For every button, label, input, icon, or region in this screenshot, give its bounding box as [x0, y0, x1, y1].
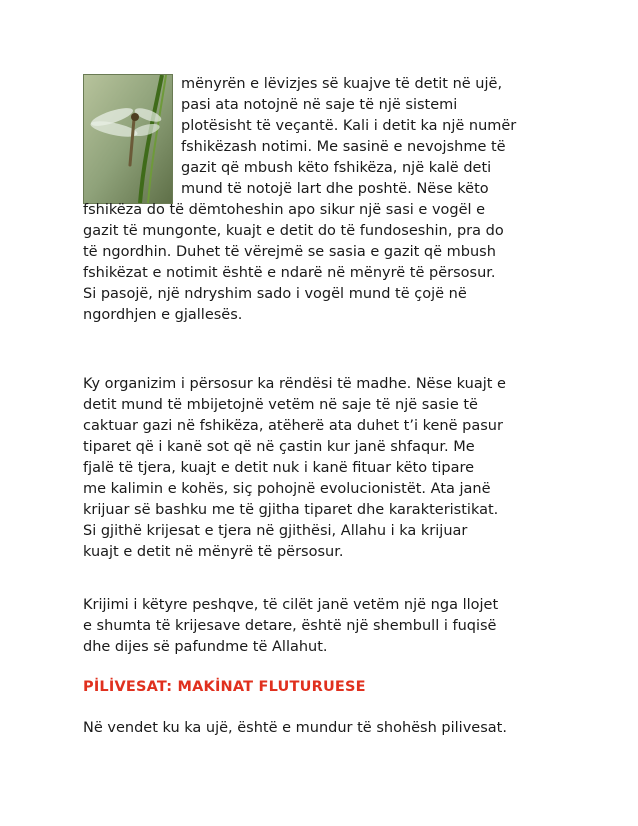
text-line: tiparet që i kanë sot që në çastin kur janë shfaqur. Me: [83, 439, 475, 455]
text-line: gazit të mungonte, kuajt e detit do të fundoseshin, pra do: [83, 223, 504, 239]
text-line: fshikëzash notimi. Me sasinë e nevojshme të: [181, 139, 506, 155]
text-line: Krijimi i këtyre peshqve, të cilët janë vetëm një nga llojet: [83, 597, 499, 613]
text-line: detit mund të mbijetojnë vetëm në saje të një sasie të: [83, 397, 478, 413]
text-line: me kalimin e kohës, siç pohojnë evolucionistët. Ata janë: [83, 481, 491, 497]
section-heading: PİLİVESAT: MAKİNAT FLUTURUESE: [83, 679, 366, 695]
text-line: ngordhjen e gjallesës.: [83, 307, 243, 323]
text-line: fshikëzat e notimit është e ndarë në mënyrë të përsosur.: [83, 265, 496, 281]
text-line: pasi ata notojnë në saje të një sistemi: [181, 97, 458, 113]
text-line: Ky organizim i përsosur ka rëndësi të madhe. Nëse kuajt e: [83, 376, 506, 392]
text-line: mund të notojë lart dhe poshtë. Nëse këto: [181, 181, 489, 197]
dragonfly-icon: [84, 75, 172, 203]
text-line: Në vendet ku ka ujë, është e mundur të shohësh pilivesat.: [83, 720, 507, 736]
text-line: Si gjithë krijesat e tjera në gjithësi, Allahu i ka krijuar: [83, 523, 468, 539]
text-line: fjalë të tjera, kuajt e detit nuk i kanë fituar këto tipare: [83, 460, 475, 476]
text-line: caktuar gazi në fshikëza, atëherë ata duhet t’i kenë pasur: [83, 418, 503, 434]
text-line: dhe dijes së pafundme të Allahut.: [83, 639, 328, 655]
text-line: gazit që mbush këto fshikëza, një kalë deti: [181, 160, 492, 176]
text-line: Si pasojë, një ndryshim sado i vogël mund të çojë në: [83, 286, 467, 302]
text-line: fshikëza do të dëmtoheshin apo sikur një sasi e vogël e: [83, 202, 486, 218]
text-line: e shumta të krijesave detare, është një shembull i fuqisë: [83, 618, 497, 634]
text-line: mënyrën e lëvizjes së kuajve të detit në ujë,: [181, 76, 503, 92]
text-line: të ngordhin. Duhet të vërejmë se sasia e gazit që mbush: [83, 244, 496, 260]
text-line: plotësisht të veçantë. Kali i detit ka një numër: [181, 118, 517, 134]
text-line: kuajt e detit në mënyrë të përsosur.: [83, 544, 344, 560]
dragonfly-photo: [83, 74, 173, 204]
text-line: krijuar së bashku me të gjitha tiparet dhe karakteristikat.: [83, 502, 499, 518]
